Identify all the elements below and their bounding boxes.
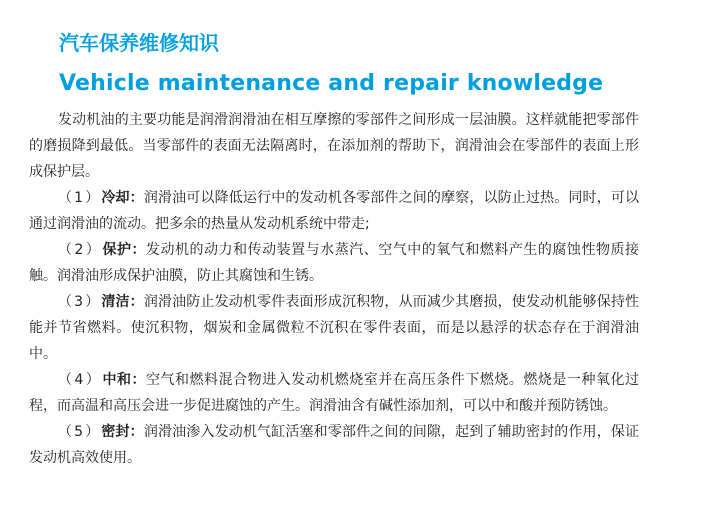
item-keyword: 冷却： [101, 190, 144, 206]
item-keyword: 中和： [102, 372, 146, 388]
title-chinese: 汽车保养维修知识 [59, 31, 219, 55]
item-text: 润滑油防止发动机零件表面形成沉积物，从而减少其磨损，使发动机能够保持性能并节省燃料。使沉积物，烟炭和金属微粒不沉积在零件表面，而是以悬浮的状态存在于润滑油中。 [29, 294, 640, 362]
item-keyword: 密封： [101, 424, 144, 440]
article-body [29, 107, 639, 471]
item-neutralizing [29, 367, 639, 419]
item-keyword: 保护： [102, 242, 146, 258]
item-text: 润滑油渗入发动机气缸活塞和零部件之间的间隙，起到了辅助密封的作用，保证发动机高效使用。 [29, 424, 640, 466]
item-number: （5） [58, 424, 102, 440]
item-cleaning [29, 289, 639, 367]
item-protection [29, 237, 639, 289]
item-cooling [29, 185, 639, 237]
item-text: 发动机的动力和传动装置与水蒸汽、空气中的氧气和燃料产生的腐蚀性物质接触。润滑油形成保护油膜，防止其腐蚀和生锈。 [29, 242, 639, 284]
item-number: （3） [58, 294, 102, 310]
item-text: 空气和燃料混合物进入发动机燃烧室并在高压条件下燃烧。燃烧是一种氧化过程，而高温和高压会进一步促进腐蚀的产生。润滑油含有碱性添加剂，可以中和酸并预防锈蚀。 [29, 372, 639, 414]
item-number: （2） [58, 242, 103, 258]
title-english: Vehicle maintenance and repair knowledge [59, 71, 604, 96]
item-text: 润滑油可以降低运行中的发动机各零部件之间的摩察，以防止过热。同时，可以通过润滑油的流动。把多余的热量从发动机系统中带走; [29, 190, 640, 232]
item-number: （4） [58, 372, 103, 388]
item-keyword: 清洁： [101, 294, 144, 310]
item-sealing [29, 419, 639, 471]
item-number: （1） [58, 190, 102, 206]
intro-paragraph: 发动机油的主要功能是润滑润滑油在相互摩擦的零部件之间形成一层油膜。这样就能把零部件的磨损降到最低。当零部件的表面无法隔离时，在添加剂的帮助下，润滑油会在零部件的表面上形成保护层。 [29, 112, 639, 180]
